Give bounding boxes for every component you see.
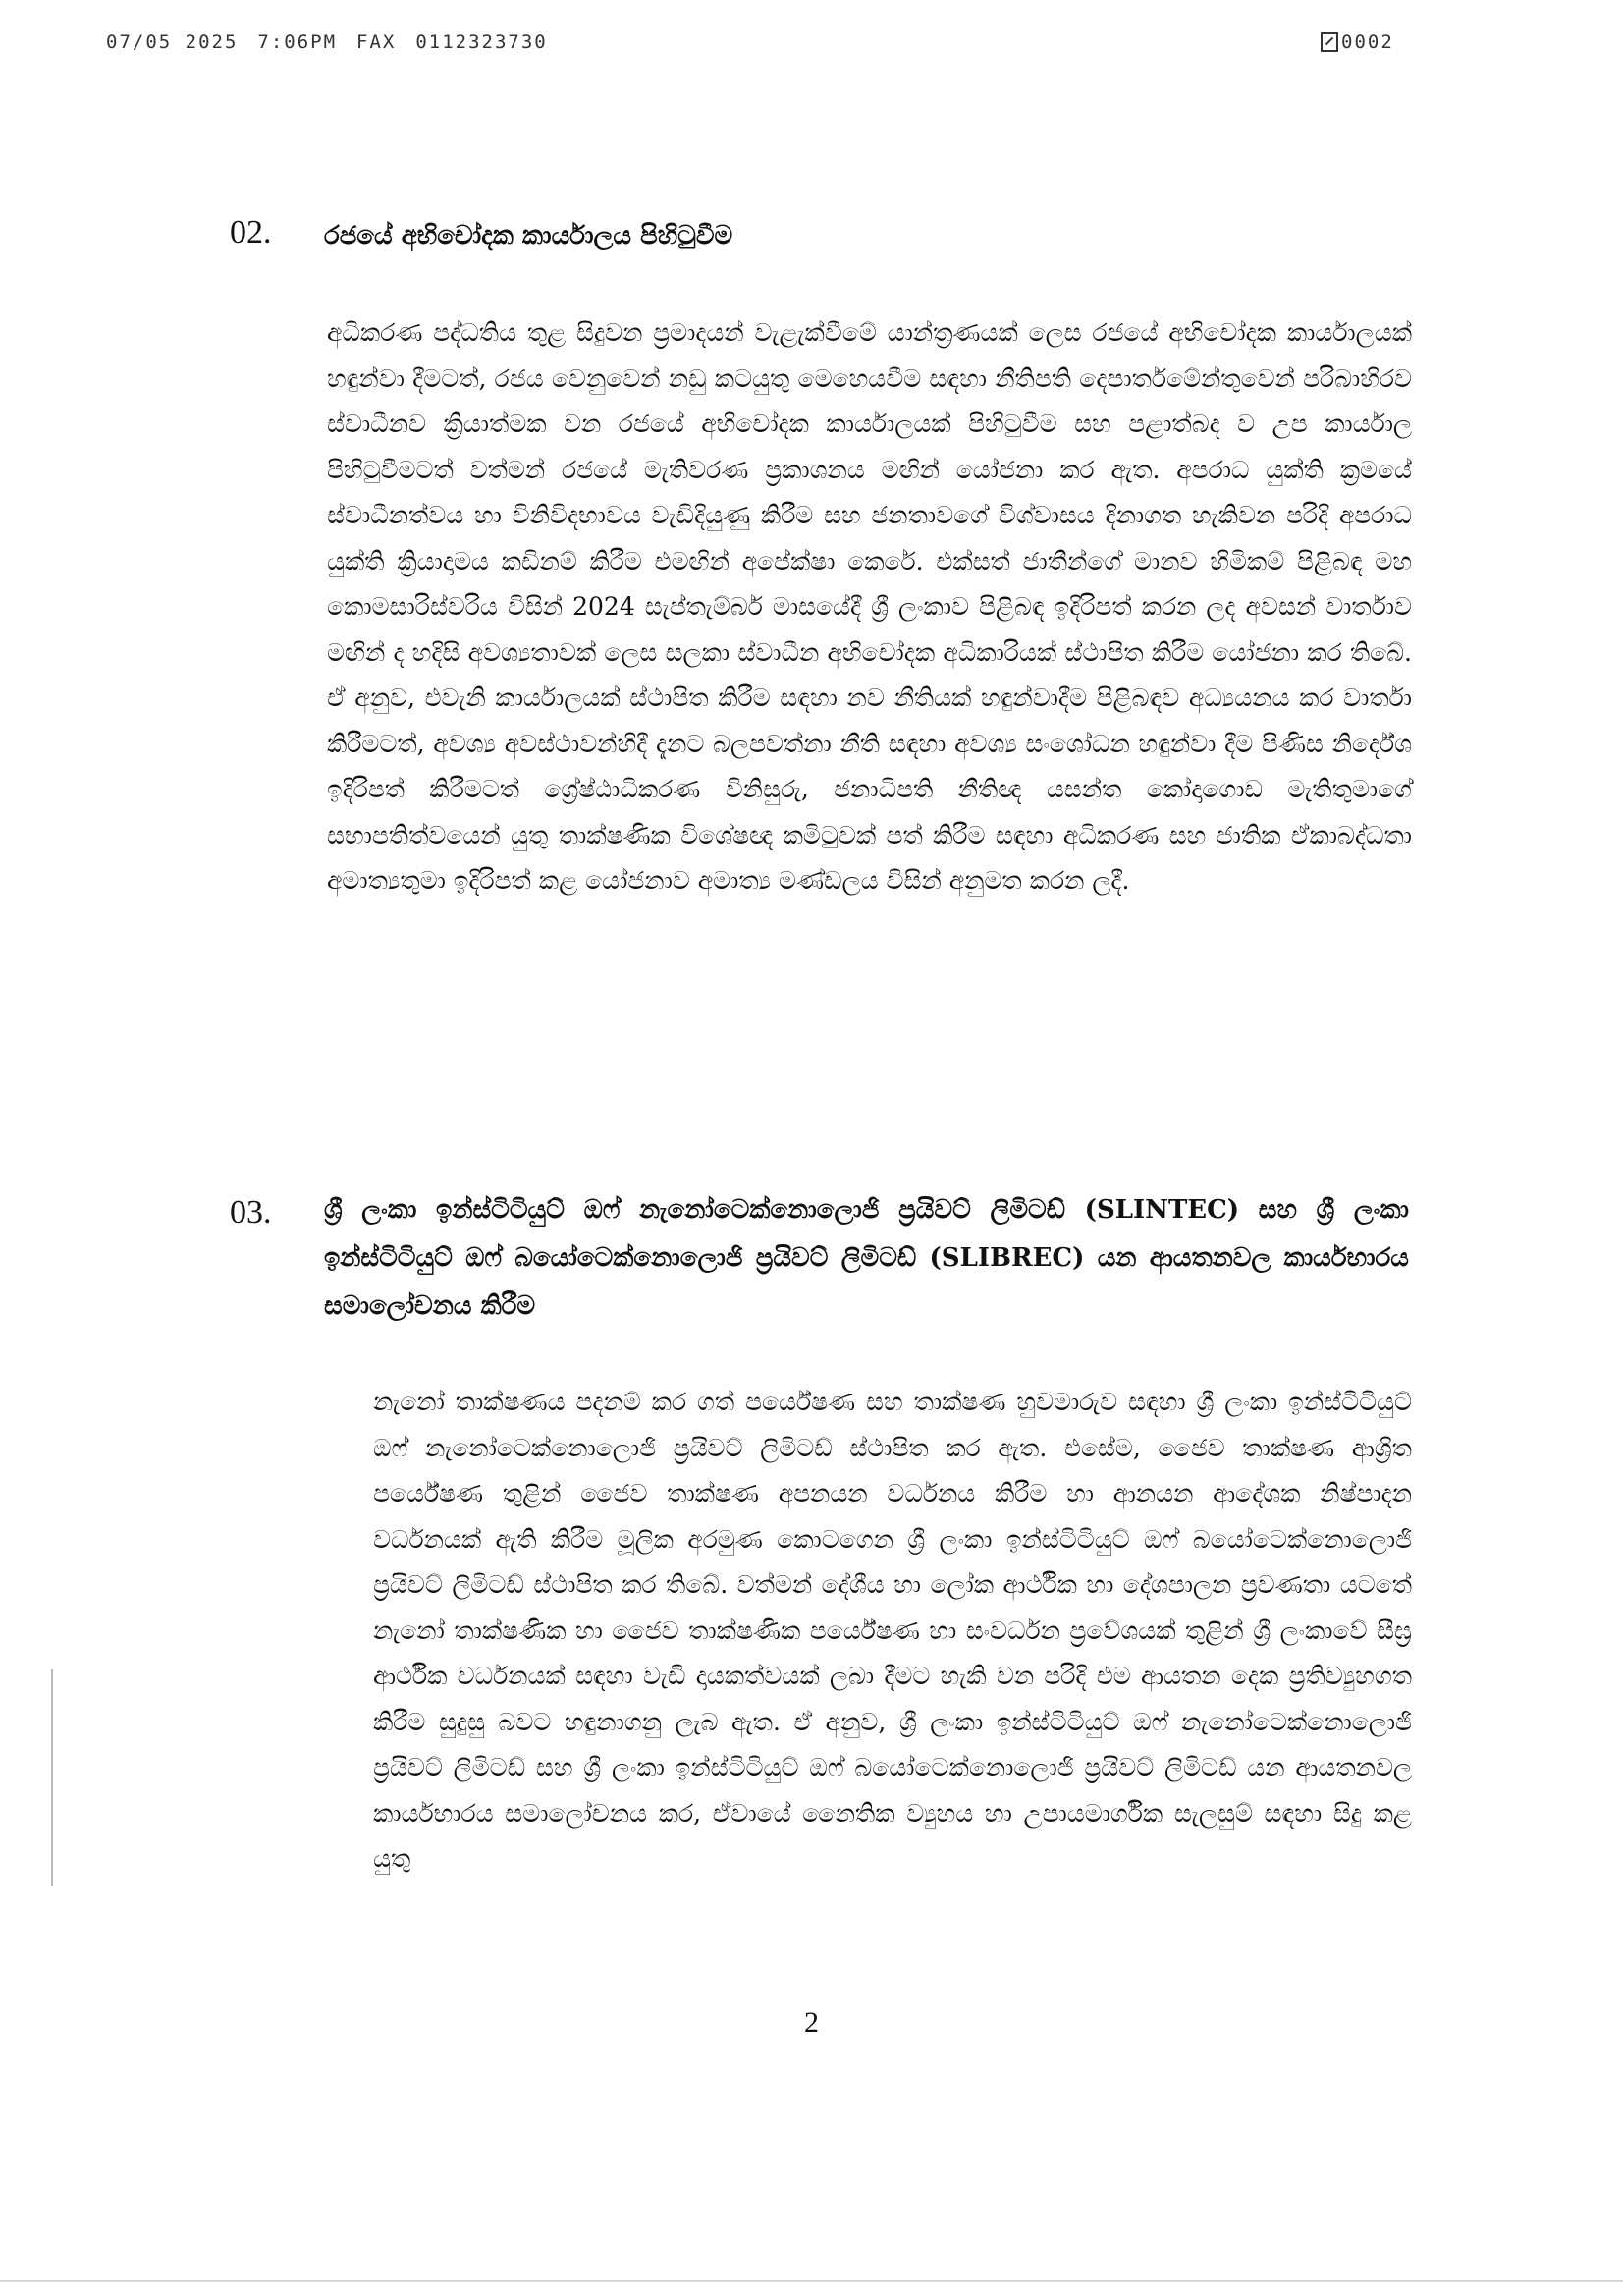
section-number: 02. xyxy=(230,214,272,250)
scan-bottom-edge xyxy=(0,2280,1623,2282)
fax-page-number: 0002 xyxy=(1341,31,1394,53)
scan-margin-mark xyxy=(51,1669,53,1886)
section-title: ශ්‍රී ලංකා ඉන්ස්ටිටියුට් ඔෆ් නැනෝටෙක්නොලොජි ප්‍රයිවට් ලිමිටඩ් (SLINTEC) සහ ශ්‍රී ලංකා ඉන්ස්ටිටියුට් ඔෆ් බයෝටෙක්නොලොජි ප්‍රයිවට් ලිමිටඩ් (SLIBREC) යන ආයතනවල කාර්යභාරය සමාලෝචනය කිරීම xyxy=(324,1195,1409,1321)
fax-number: 0112323730 xyxy=(415,31,548,53)
fax-time: 7:06PM xyxy=(257,31,338,53)
section-title: රජයේ අභිචෝදක කාර්යාලය පිහිටුවීම xyxy=(324,221,733,250)
fax-header xyxy=(106,31,1407,61)
fax-date: 07/05 2025 xyxy=(106,31,239,53)
section-body: අධිකරණ පද්ධතිය තුළ සිදුවන ප්‍රමාදයන් වැළැක්වීමේ යාන්ත්‍රණයක් ලෙස රජයේ අභිචෝදක කාර්යාලයක් හඳුන්වා දීමටත්, රජය වෙනුවෙන් නඩු කටයුතු මෙහෙයවීම සඳහා නීතිපති දෙපාර්තමේන්තුවෙන් පරිබාහිරව ස්වාධීනව ක්‍රියාත්මක වන රජයේ අභිචෝදක කාර්යාලයක් පිහිටුවීම සහ පළාත්බද ව උප කාර්යාල පිහිටුවීමටත් වත්මන් රජයේ මැතිවරණ ප්‍රකාශනය මඟින් යෝජනා කර ඇත. අපරාධ යුක්ති ක්‍රමයේ ස්වාධීනත්වය හා විනිවිදභාවය වැඩිදියුණු කිරීම සහ ජනතාවගේ විශ්වාසය දිනාගත හැකිවන පරිදි අපරාධ යුක්ති ක්‍රියාදාමය කඩිනම් කිරීම එමඟින් අපේක්ෂා කෙරේ. එක්සත් ජාතීන්ගේ මානව හිමිකම් පිළිබඳ මහ කොමසාරිස්වරිය විසින් 2024 සැප්තැම්බර් මාසයේදී ශ්‍රී ලංකාව පිළිබඳ ඉදිරිපත් කරන ලද අවසන් වාර්තාව මඟින් ද හදිසි අවශ්‍යතාවක් ලෙස සලකා ස්වාධීන අභිචෝදක අධිකාරියක් ස්ථාපිත කිරීම යෝජනා කර තිබේ. ඒ අනුව, එවැනි කාර්යාලයක් ස්ථාපිත කිරීම සඳහා නව නීතියක් හඳුන්වාදීම පිළිබඳව අධ්‍යයනය කර වාර්තා කිරීමටත්, අවශ්‍ය අවස්ථාවන්හිදී දැනට බලපවත්නා නීති සඳහා අවශ්‍ය සංශෝධන හඳුන්වා දීම පිණිස නිර්දේශ ඉදිරිපත් කිරීමටත් ශ්‍රේෂ්ඨාධිකරණ විනිසුරු, ජනාධිපති නීතිඥ යසන්ත කෝදාගොඩ මැතිතුමාගේ සභාපතිත්වයෙන් යුතු තාක්ෂණික විශේෂඥ කමිටුවක් පත් කිරීම සඳහා අධිකරණ සහ ජාතික ඒකාබද්ධතා අමාත්‍යතුමා ඉදිරිපත් කළ යෝජනාව අමාත්‍ය මණ්ඩලය විසින් අනුමත කරන ලදී. xyxy=(327,318,1412,895)
section-number: 03. xyxy=(230,1194,272,1230)
fax-label: FAX xyxy=(356,31,397,53)
page-number: 2 xyxy=(804,2006,819,2039)
fax-page-counter xyxy=(1321,31,1394,53)
section-body: නැනෝ තාක්ෂණය පදනම් කර ගත් පර්යේෂණ සහ තාක්ෂණ හුවමාරුව සඳහා ශ්‍රී ලංකා ඉන්ස්ටිටියුට් ඔෆ් නැනෝටෙක්නොලොජි ප්‍රයිවට් ලිමිටඩ් ස්ථාපිත කර ඇත. එසේම, ජෛව තාක්ෂණ ආශ්‍රිත පර්යේෂණ තුළින් ජෛව තාක්ෂණ අපනයන වර්ධනය කිරීම හා ආනයන ආදේශක නිෂ්පාදන වර්ධනයක් ඇති කිරීම මූලික අරමුණ කොටගෙන ශ්‍රී ලංකා ඉන්ස්ටිටියුට් ඔෆ් බයෝටෙක්නොලොජි ප්‍රයිවට් ලිමිටඩ් ස්ථාපිත කර තිබේ. වත්මන් දේශීය හා ලෝක ආර්ථික හා දේශපාලන ප්‍රවණතා යටතේ නැනෝ තාක්ෂණික හා ජෛව තාක්ෂණික පර්යේෂණ හා සංවර්ධන ප්‍රවේශයක් තුළින් ශ්‍රී ලංකාවේ සීඝ්‍ර ආර්ථික වර්ධනයක් සඳහා වැඩි දායකත්වයක් ලබා දීමට හැකි වන පරිදි එම ආයතන දෙක ප්‍රතිව්‍යුහගත කිරීම සුදුසු බවට හඳුනාගනු ලැබ ඇත. ඒ අනුව, ශ්‍රී ලංකා ඉන්ස්ටිටියුට් ඔෆ් නැනෝටෙක්නොලොජි ප්‍රයිවට් ලිමිටඩ් සහ ශ්‍රී ලංකා ඉන්ස්ටිටියුට් ඔෆ් බයෝටෙක්නොලොජි ප්‍රයිවට් ලිමිටඩ් යන ආයතනවල කාර්යභාරය සමාලෝචනය කර, ඒවායේ නෛතික ව්‍යුහය හා උපායමාර්ගික සැලසුම් සඳහා සිදු කළ යුතු xyxy=(373,1388,1412,1873)
fax-transmission-line xyxy=(106,31,1407,53)
page-box-icon xyxy=(1321,32,1338,52)
